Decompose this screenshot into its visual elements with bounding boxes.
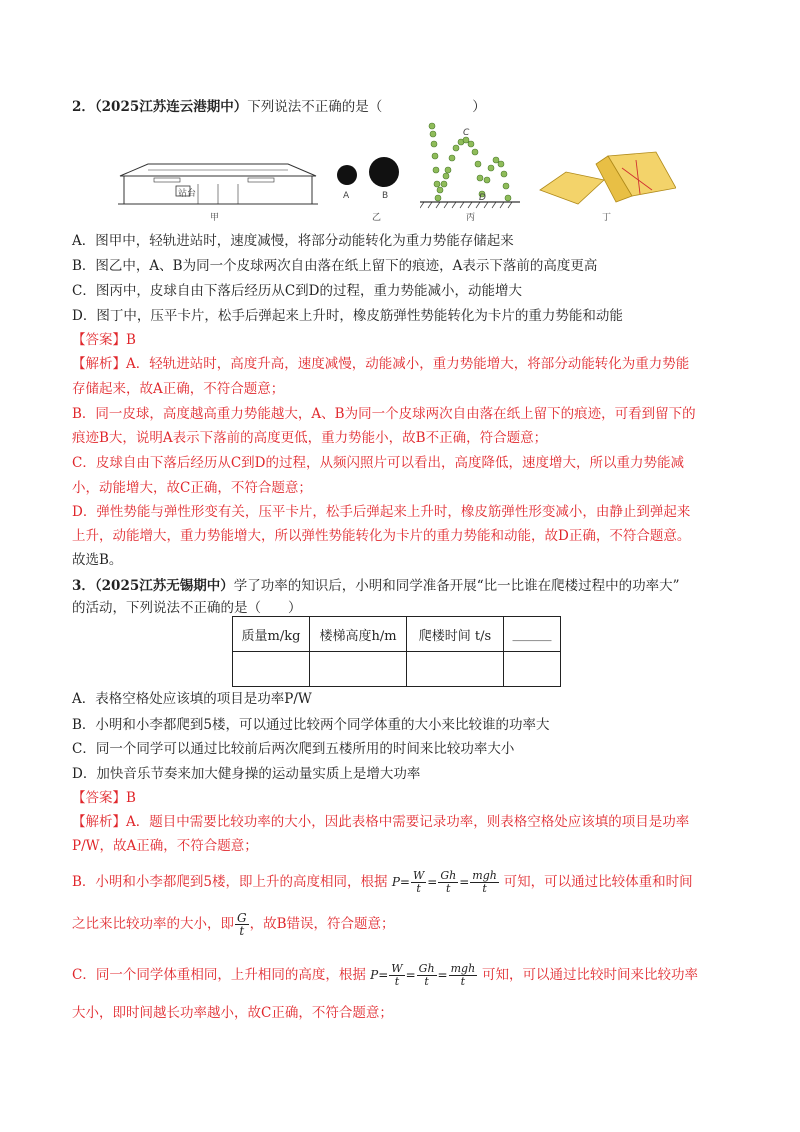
- q2-analysis-line: B．同一皮球，高度越高重力势能越大，A、B为同一个皮球两次自由落在纸上留下的痕迹，可看到留下的: [72, 406, 696, 422]
- q3-option-b: B．小明和小李都爬到5楼，可以通过比较两个同学体重的大小来比较谁的功率大: [72, 717, 550, 733]
- frac-den: t: [460, 975, 466, 988]
- mark-a: [337, 165, 357, 185]
- q2-analysis-line: 痕迹B大，说明A表示下落前的高度更低，重力势能小，故B不正确，符合题意；: [72, 430, 548, 446]
- frac-num: Gh: [418, 962, 435, 975]
- q2-source: （2025江苏连云港期中）: [94, 99, 248, 115]
- q3-analysis-c1: [72, 963, 698, 988]
- frac-den: t: [239, 924, 245, 938]
- table-cell: [504, 652, 561, 687]
- q2-analysis-line: C．皮球自由下落后经历从C到D的过程，从频闪照片可以看出，高度降低，速度增大，所以重力势能减: [72, 455, 684, 471]
- label-b: B: [382, 191, 389, 201]
- label-a: A: [343, 191, 350, 201]
- q2-option-b: B．图乙中，A、B为同一个皮球两次自由落在纸上留下的痕迹，A表示下落前的高度更高: [72, 258, 598, 274]
- q3-option-a: A．表格空格处应该填的项目是功率P/W: [72, 691, 312, 707]
- q3-number: 3．: [72, 578, 95, 594]
- label-c: C: [463, 128, 470, 138]
- q3-option-c: C．同一个同学可以通过比较前后两次爬到五楼所用的时间来比较功率大小: [72, 741, 515, 757]
- q2-analysis-line: 【解析】A．轻轨进站时，高度升高，速度减慢，动能减小，重力势能增大，将部分动能转化为重力势能: [72, 356, 690, 372]
- q3-analysis-c2: 大小，即时间越长功率越小，故C正确，不符合题意；: [72, 1005, 393, 1021]
- frac-den: t: [424, 975, 429, 988]
- table-header-blank: ______: [504, 617, 561, 652]
- q3-stem-text: 学了功率的知识后，小明和同学准备开展“比一比谁在爬楼过程中的功率大”: [233, 578, 680, 594]
- analysis-text: ，故B错误，符合题意；: [249, 916, 395, 932]
- ratio-formula: [235, 912, 249, 937]
- frac-den: t: [482, 882, 487, 895]
- q3-stem-line2: 的活动，下列说法不正确的是（ ）: [72, 600, 302, 616]
- frac-den: t: [394, 975, 400, 988]
- label-d: D: [479, 193, 486, 203]
- analysis-text: B．小明和小李都爬到5楼，即上升的高度相同，根据: [72, 874, 388, 890]
- q2-answer: 【答案】B: [72, 332, 136, 348]
- caption-ding: 丁: [602, 213, 612, 223]
- q2-option-c: C．图丙中，皮球自由下落后经历从C到D的过程，重力势能减小，动能增大: [72, 283, 522, 299]
- table-row: [233, 617, 561, 652]
- table-cell: [233, 652, 310, 687]
- q3-analysis-a1: 【解析】A．题目中需要比较功率的大小，因此表格中需要记录功率，则表格空格处应该填的项目是功率: [72, 814, 690, 830]
- figure-bing-bouncing-ball: [420, 118, 520, 210]
- q2-option-a: A．图甲中，轻轨进站时，速度减慢，将部分动能转化为重力势能存储起来: [72, 233, 514, 249]
- q3-analysis-b2: [72, 912, 395, 937]
- mark-b: [369, 157, 399, 187]
- q2-stem-text: 下列说法不正确的是（: [247, 99, 383, 115]
- table-header: 质量m/kg: [233, 617, 310, 652]
- frac-num: Gh: [440, 869, 457, 882]
- analysis-text: 可知，可以通过比较时间来比较功率: [481, 967, 698, 983]
- q3-source: （2025江苏无锡期中）: [94, 578, 234, 594]
- formula-lhs: P: [370, 968, 379, 982]
- analysis-text: C．同一个同学体重相同，上升相同的高度，根据: [72, 967, 366, 983]
- q3-table: [232, 616, 561, 687]
- frac-den: t: [446, 882, 451, 895]
- frac-num: mgh: [450, 962, 476, 975]
- frac-num: G: [237, 911, 247, 925]
- frac-num: W: [412, 869, 425, 882]
- power-formula: P= $\frac{W}{t}$ = $\frac{Gh}{t}$ = $\frac{\text{mgh}}{t}$: [391, 869, 497, 895]
- q2-stem: [72, 98, 486, 116]
- q2-analysis-line: 存储起来，故A正确，不符合题意；: [72, 381, 285, 397]
- q3-stem-line1: [72, 577, 680, 595]
- q2-analysis-line: D．弹性势能与弹性形变有关，压平卡片，松手后弹起来上升时，橡皮筋弹性形变减小，由静止到弹起来: [72, 504, 691, 520]
- table-cell: [310, 652, 407, 687]
- table-cell: [407, 652, 504, 687]
- power-formula: P= $\frac{W}{t}$ = $\frac{Gh}{t}$ = $\frac{\text{mgh}}{t}$: [370, 962, 476, 988]
- table-header: 楼梯高度h/m: [310, 617, 407, 652]
- figure-ding-card: [536, 150, 676, 206]
- q3-option-d: D．加快音乐节奏来加大健身操的运动量实质上是增大功率: [72, 766, 421, 782]
- q3-analysis-a2: P/W，故A正确，不符合题意；: [72, 838, 258, 854]
- table-row: [233, 652, 561, 687]
- analysis-text: 之比来比较功率的大小，即: [72, 916, 234, 932]
- station-sign-text: 站台: [178, 189, 197, 199]
- q2-analysis-line: 上升，动能增大，重力势能增大，所以弹性势能转化为卡片的重力势能和动能，故D正确，不符合题意。: [72, 528, 691, 544]
- q2-stem-close: ）: [472, 99, 486, 115]
- formula-lhs: P: [391, 875, 400, 889]
- q3-answer: 【答案】B: [72, 790, 136, 806]
- analysis-text: 可知，可以通过比较体重和时间: [503, 874, 693, 890]
- q3-analysis-b1: [72, 870, 693, 895]
- q2-number: 2．: [72, 99, 95, 115]
- caption-yi: 乙: [372, 213, 382, 223]
- q2-conclusion: 故选B。: [72, 552, 123, 568]
- q2-analysis-line: 小，动能增大，故C正确，不符合题意；: [72, 480, 312, 496]
- q2-option-d: D．图丁中，压平卡片，松手后弹起来上升时，橡皮筋弹性势能转化为卡片的重力势能和动能: [72, 308, 623, 324]
- table-header: 爬楼时间 t/s: [407, 617, 504, 652]
- frac-den: t: [416, 882, 421, 895]
- caption-jia: 甲: [210, 213, 220, 223]
- frac-num: mgh: [472, 869, 497, 882]
- caption-bing: 丙: [466, 213, 476, 223]
- figure-jia-station: [118, 158, 318, 208]
- frac-num: W: [391, 962, 403, 975]
